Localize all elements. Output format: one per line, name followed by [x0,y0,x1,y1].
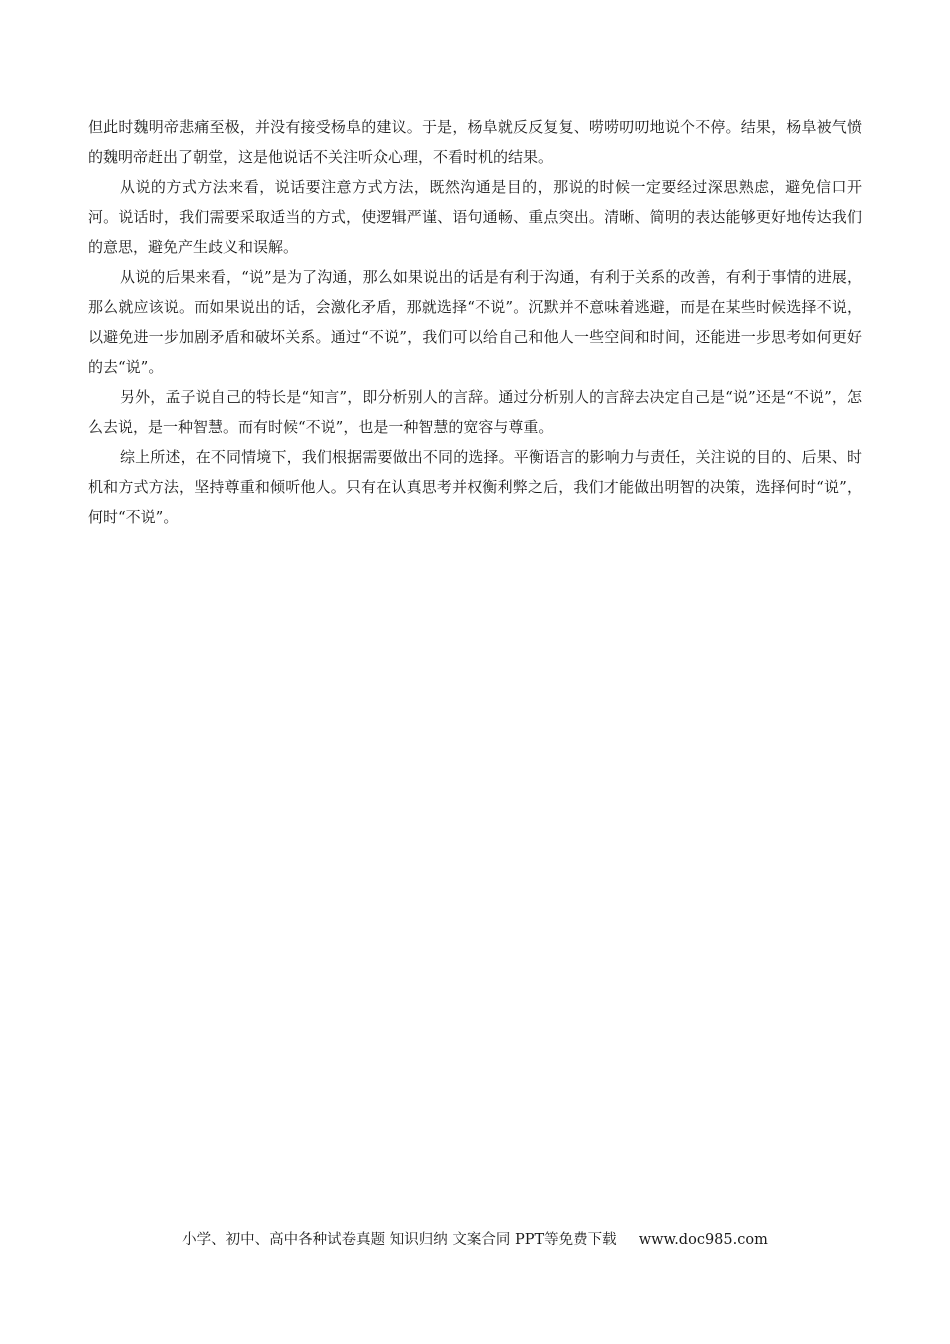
paragraph-2: 从说的方式方法来看，说话要注意方式方法，既然沟通是目的，那说的时候一定要经过深思熟虑，避免信口开河。说话时，我们需要采取适当的方式，使逻辑严谨、语句通畅、重点突出。清晰、简明的表达能够更好地传达我们的意思，避免产生歧义和误解。 [88,178,862,256]
page-footer [0,1228,950,1252]
document-body [88,112,862,532]
paragraph-5: 综上所述，在不同情境下，我们根据需要做出不同的选择。平衡语言的影响力与责任，关注说的目的、后果、时机和方式方法，坚持尊重和倾听他人。只有在认真思考并权衡利弊之后，我们才能做出明智的决策，选择何时“说”，何时“不说”。 [88,448,862,526]
footer-url[interactable]: www.doc985.com [638,1232,768,1248]
paragraph-3: 从说的后果来看，“说”是为了沟通，那么如果说出的话是有利于沟通，有利于关系的改善，有利于事情的进展，那么就应该说。而如果说出的话，会激化矛盾，那就选择“不说”。沉默并不意味着逃避，而是在某些时候选择不说，以避免进一步加剧矛盾和破坏关系。通过“不说”，我们可以给自己和他人一些空间和时间，还能进一步思考如何更好的去“说”。 [88,268,862,376]
paragraph-4: 另外，孟子说自己的特长是“知言”，即分析别人的言辞。通过分析别人的言辞去决定自己是“说”还是“不说”，怎么去说，是一种智慧。而有时候“不说”，也是一种智慧的宽容与尊重。 [88,388,862,436]
footer-text: 小学、初中、高中各种试卷真题 知识归纳 文案合同 PPT等免费下载 [182,1232,617,1248]
paragraph-1: 但此时魏明帝悲痛至极，并没有接受杨阜的建议。于是，杨阜就反反复复、唠唠叨叨地说个不停。结果，杨阜被气愤的魏明帝赶出了朝堂，这是他说话不关注听众心理，不看时机的结果。 [88,118,862,166]
